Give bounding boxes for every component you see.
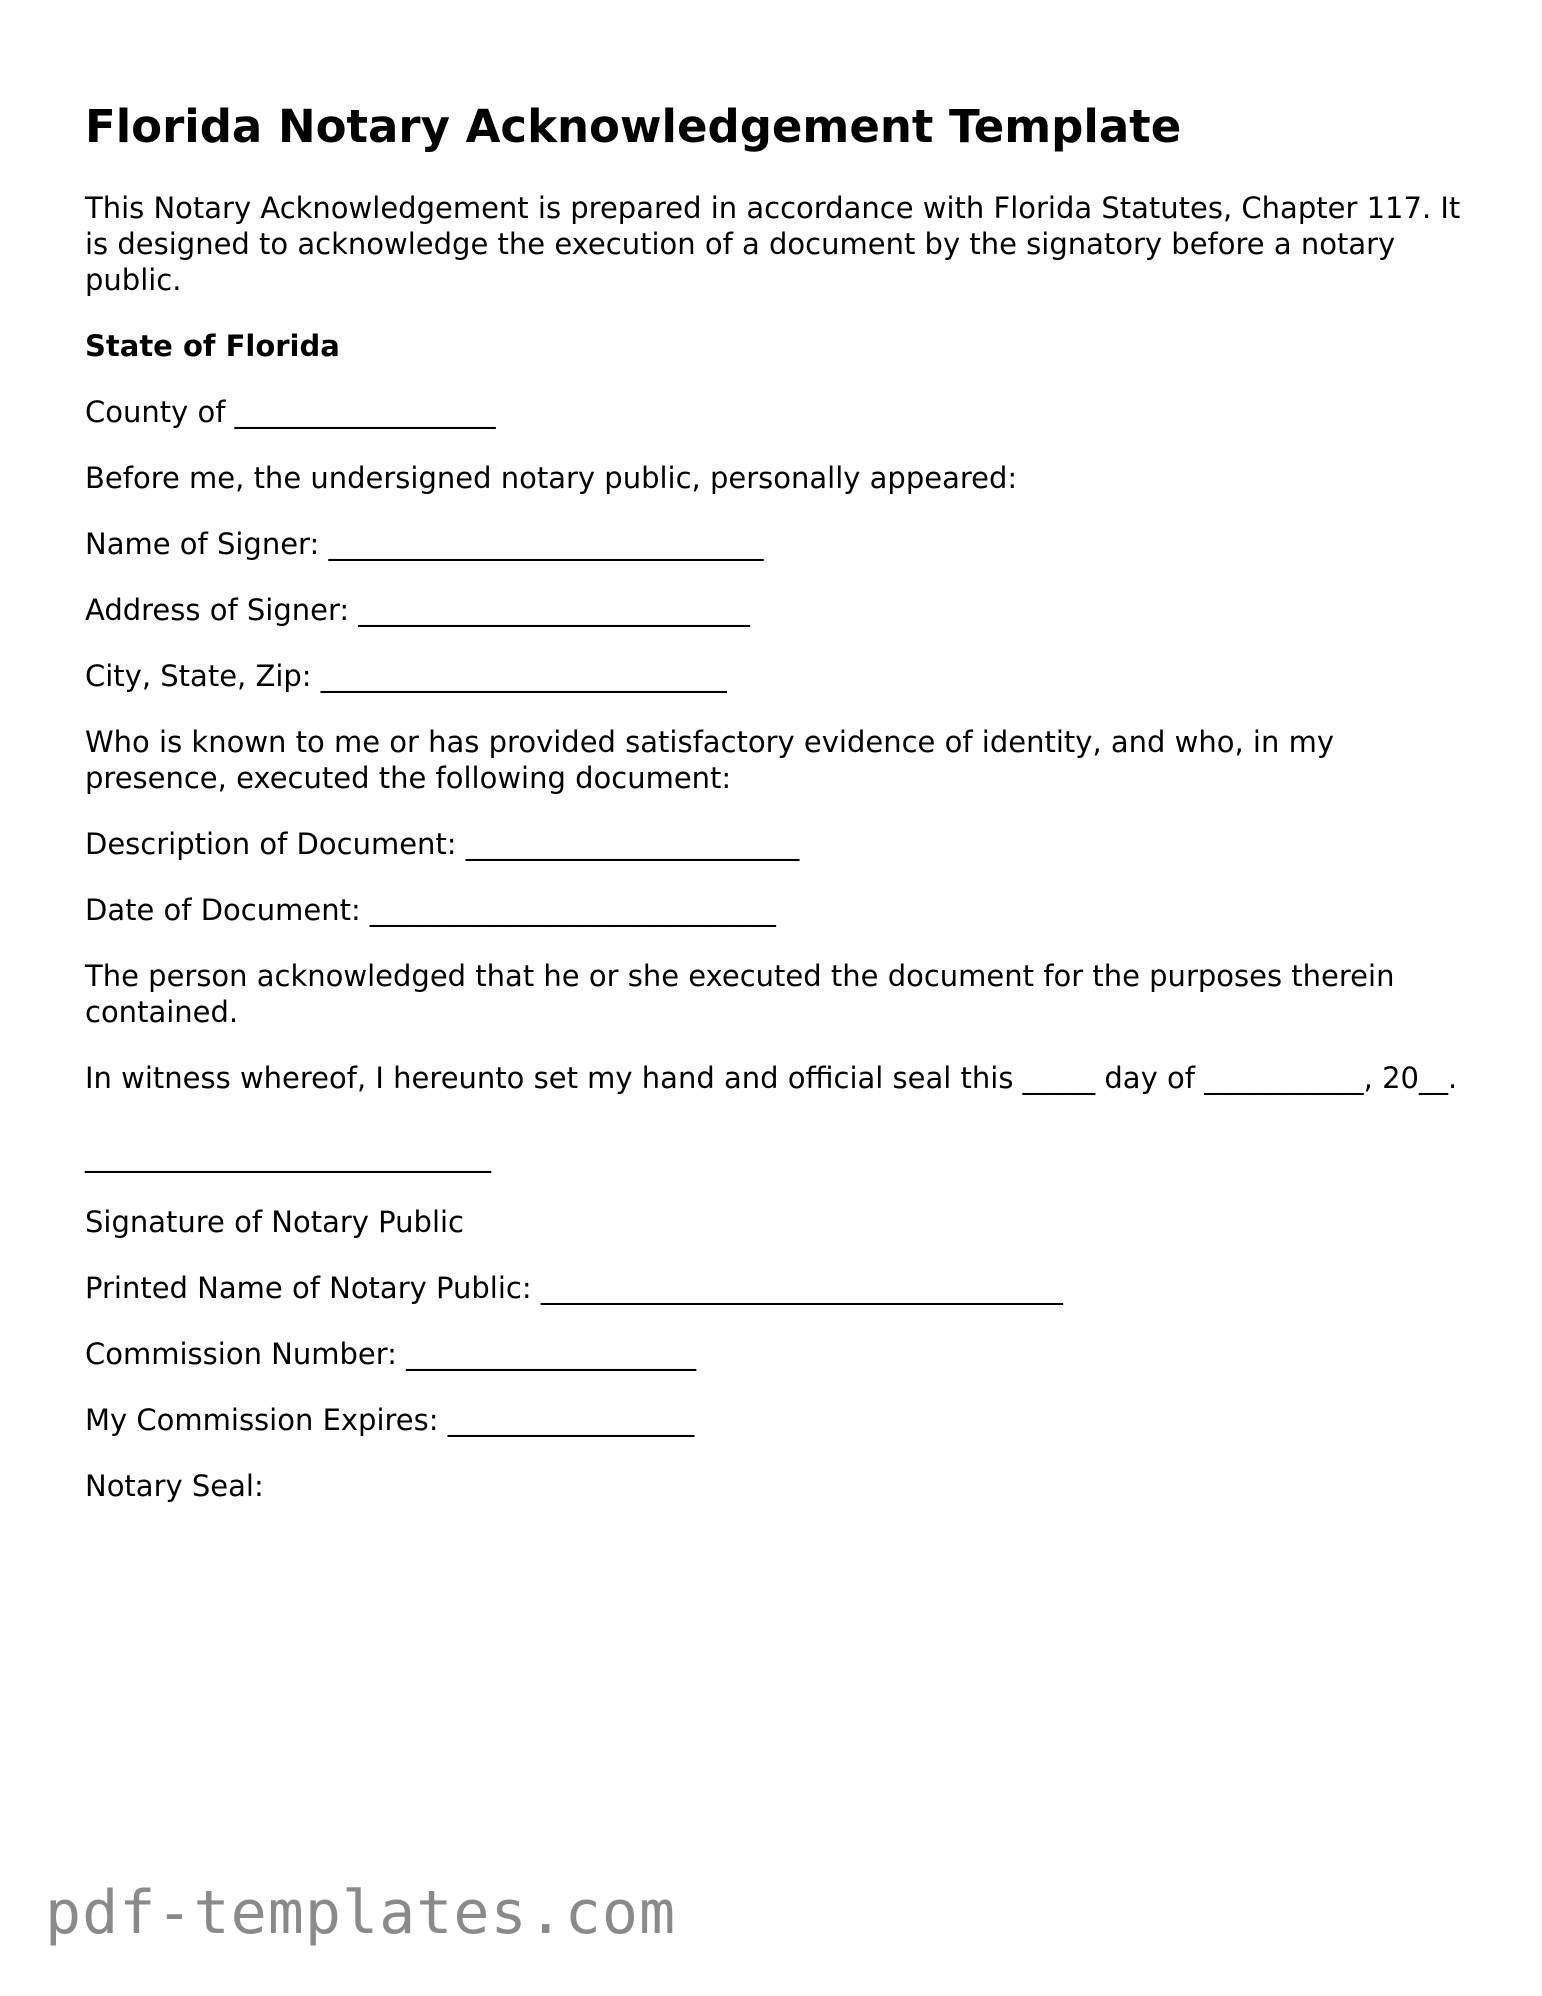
known-to-me-text: Who is known to me or has provided satisfactory evidence of identity, and who, in my presence, executed the following document: bbox=[85, 725, 1334, 795]
document-page bbox=[85, 100, 1465, 1534]
printed-name-field: Printed Name of Notary Public: ____________________________________ bbox=[85, 1271, 1063, 1305]
appeared-text: Before me, the undersigned notary public, personally appeared: bbox=[85, 461, 1018, 495]
intro-paragraph: This Notary Acknowledgement is prepared in accordance with Florida Statutes, Chapter 117. It is designed to acknowledge the execution of a document by the signatory before a notary public. bbox=[85, 191, 1461, 297]
address-of-signer-field: Address of Signer: ___________________________ bbox=[85, 593, 750, 627]
notary-seal-label: Notary Seal: bbox=[85, 1469, 264, 1503]
date-of-document-field: Date of Document: ____________________________ bbox=[85, 893, 776, 927]
notary-signature-line: ____________________________ bbox=[85, 1139, 491, 1173]
watermark: pdf-templates.com bbox=[45, 1878, 677, 1948]
state-heading: State of Florida bbox=[85, 329, 340, 363]
acknowledged-text: The person acknowledged that he or she executed the document for the purposes therein contained. bbox=[85, 959, 1395, 1029]
description-of-document-field: Description of Document: _______________________ bbox=[85, 827, 800, 861]
name-of-signer-field: Name of Signer: ______________________________ bbox=[85, 527, 764, 561]
city-state-zip-field: City, State, Zip: ____________________________ bbox=[85, 659, 727, 693]
document-title: Florida Notary Acknowledgement Template bbox=[85, 100, 1182, 153]
witness-text: In witness whereof, I hereunto set my hand and official seal this _____ day of ___________, 20__. bbox=[85, 1061, 1458, 1095]
county-field: County of __________________ bbox=[85, 395, 496, 429]
commission-expires-field: My Commission Expires: _________________ bbox=[85, 1403, 695, 1437]
commission-number-field: Commission Number: ____________________ bbox=[85, 1337, 697, 1371]
signature-label: Signature of Notary Public bbox=[85, 1205, 464, 1239]
